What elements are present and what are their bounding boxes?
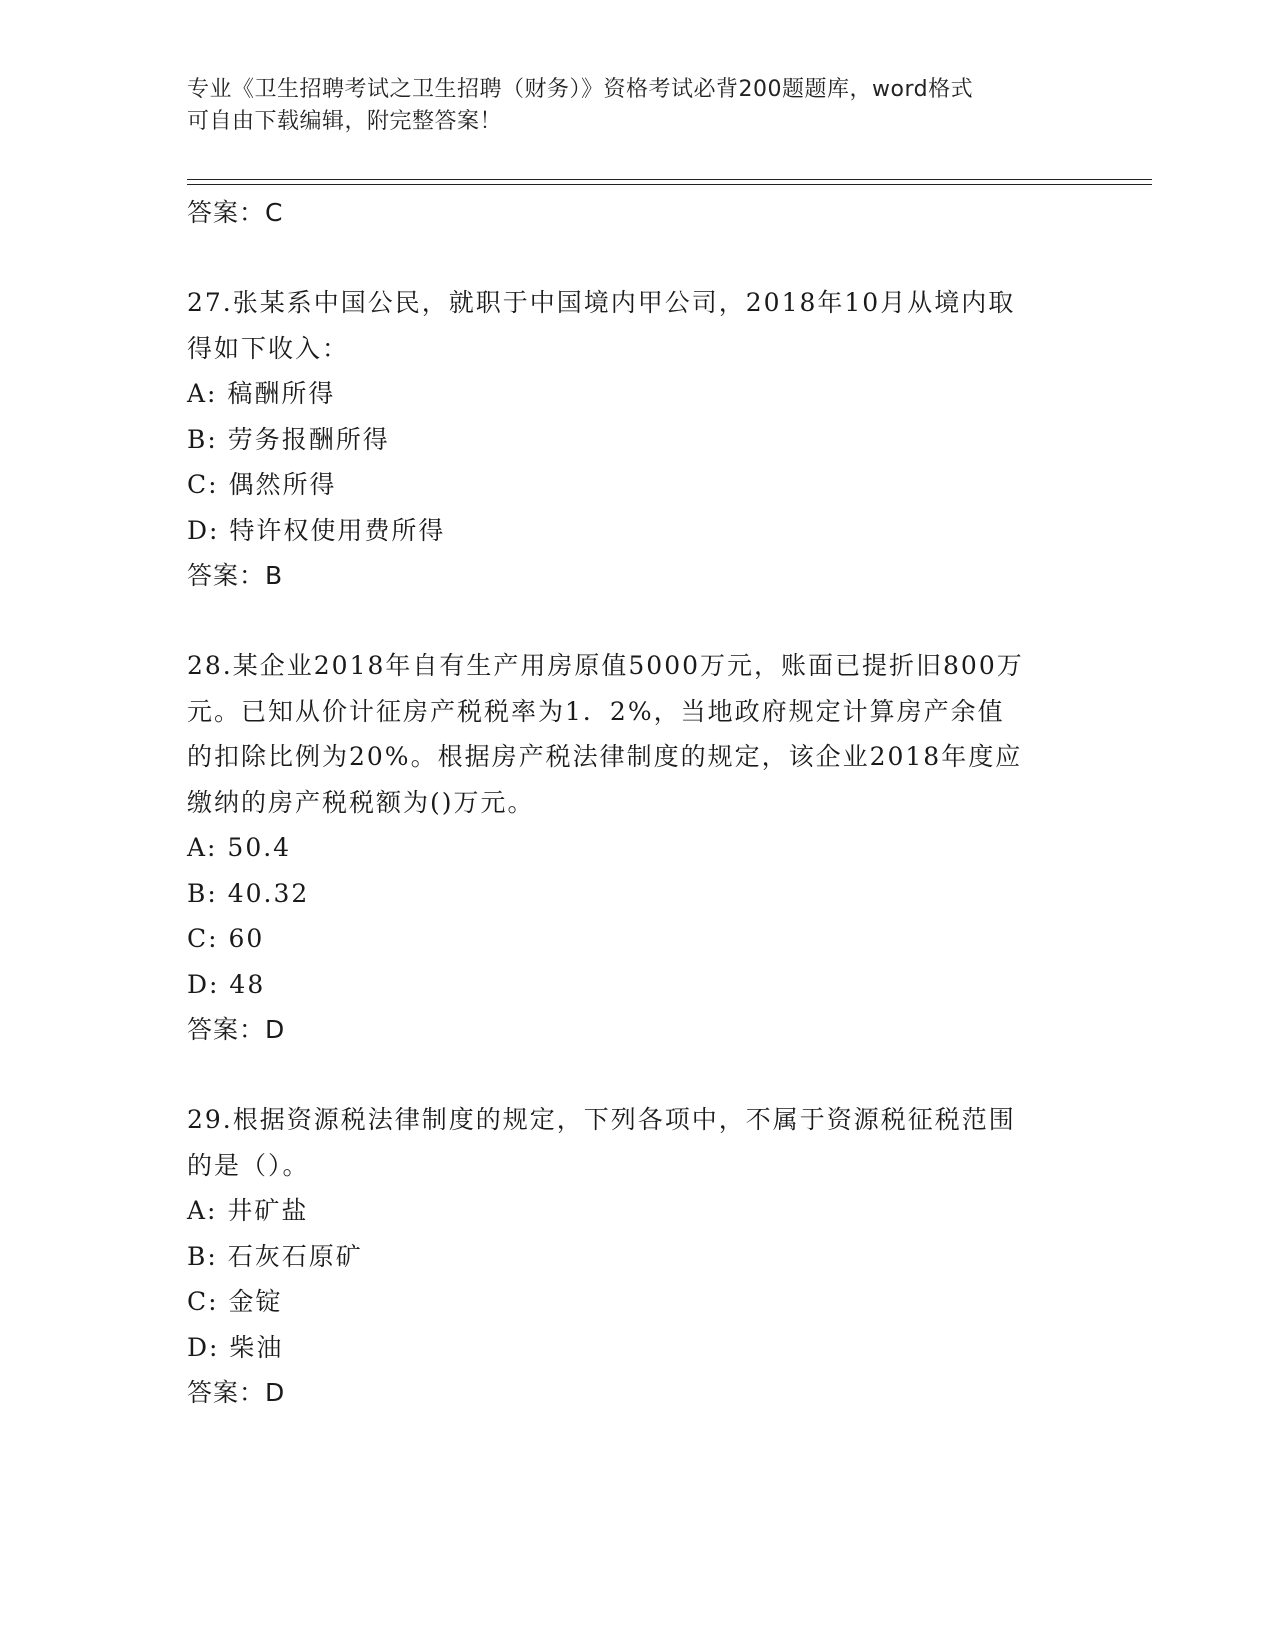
- question-27: [187, 280, 1087, 599]
- answer-line: 答案：C: [187, 198, 284, 227]
- stem-line: 29.根据资源税法律制度的规定，下列各项中，不属于资源税征税范围: [187, 1105, 1016, 1134]
- stem-line: 得如下收入：: [187, 333, 350, 363]
- option-c: C: 60: [187, 924, 265, 953]
- stem-line: 28.某企业2018年自有生产用房原值5000万元，账面已提折旧800万: [187, 651, 1024, 680]
- option-a: A: 50.4: [187, 833, 292, 862]
- stem-line: 的扣除比例为20%。根据房产税法律制度的规定，该企业2018年度应: [187, 742, 1023, 771]
- header-divider-top: [187, 179, 1152, 180]
- header-line-1: 专业《卫生招聘考试之卫生招聘（财务）》资格考试必背200题题库，word格式: [187, 77, 974, 102]
- option-a: A: 井矿盐: [187, 1196, 309, 1225]
- question-stem: [187, 1097, 1087, 1188]
- document-header: [187, 74, 1087, 138]
- spacer: [187, 236, 1087, 280]
- option-b: B: 劳务报酬所得: [187, 424, 390, 454]
- option-d: D: 特许权使用费所得: [187, 515, 446, 545]
- answer-line: 答案：B: [187, 561, 284, 590]
- stem-line: 的是（）。: [187, 1150, 310, 1180]
- answer-line: 答案：D: [187, 1015, 286, 1044]
- option-a: A: 稿酬所得: [187, 379, 336, 408]
- question-stem: [187, 280, 1087, 371]
- question-28: [187, 643, 1087, 1053]
- option-d: D: 柴油: [187, 1332, 284, 1362]
- option-d: D: 48: [187, 969, 266, 999]
- question-29: [187, 1097, 1087, 1416]
- answer-line: 答案：D: [187, 1378, 286, 1407]
- header-line-2: 可自由下载编辑，附完整答案！: [187, 109, 503, 134]
- stem-line: 27.张某系中国公民，就职于中国境内甲公司，2018年10月从境内取: [187, 288, 1016, 317]
- document-body: [187, 190, 1087, 1416]
- stem-line: 元。已知从价计征房产税税率为1．2%，当地政府规定计算房产余值: [187, 696, 1005, 726]
- header-divider-bottom: [187, 184, 1152, 185]
- option-c: C: 偶然所得: [187, 470, 337, 499]
- stem-line: 缴纳的房产税税额为()万元。: [187, 787, 535, 817]
- question-stem: [187, 643, 1087, 825]
- option-b: B: 石灰石原矿: [187, 1241, 363, 1271]
- option-c: C: 金锭: [187, 1287, 283, 1316]
- option-b: B: 40.32: [187, 878, 310, 908]
- spacer: [187, 599, 1087, 643]
- spacer: [187, 1053, 1087, 1097]
